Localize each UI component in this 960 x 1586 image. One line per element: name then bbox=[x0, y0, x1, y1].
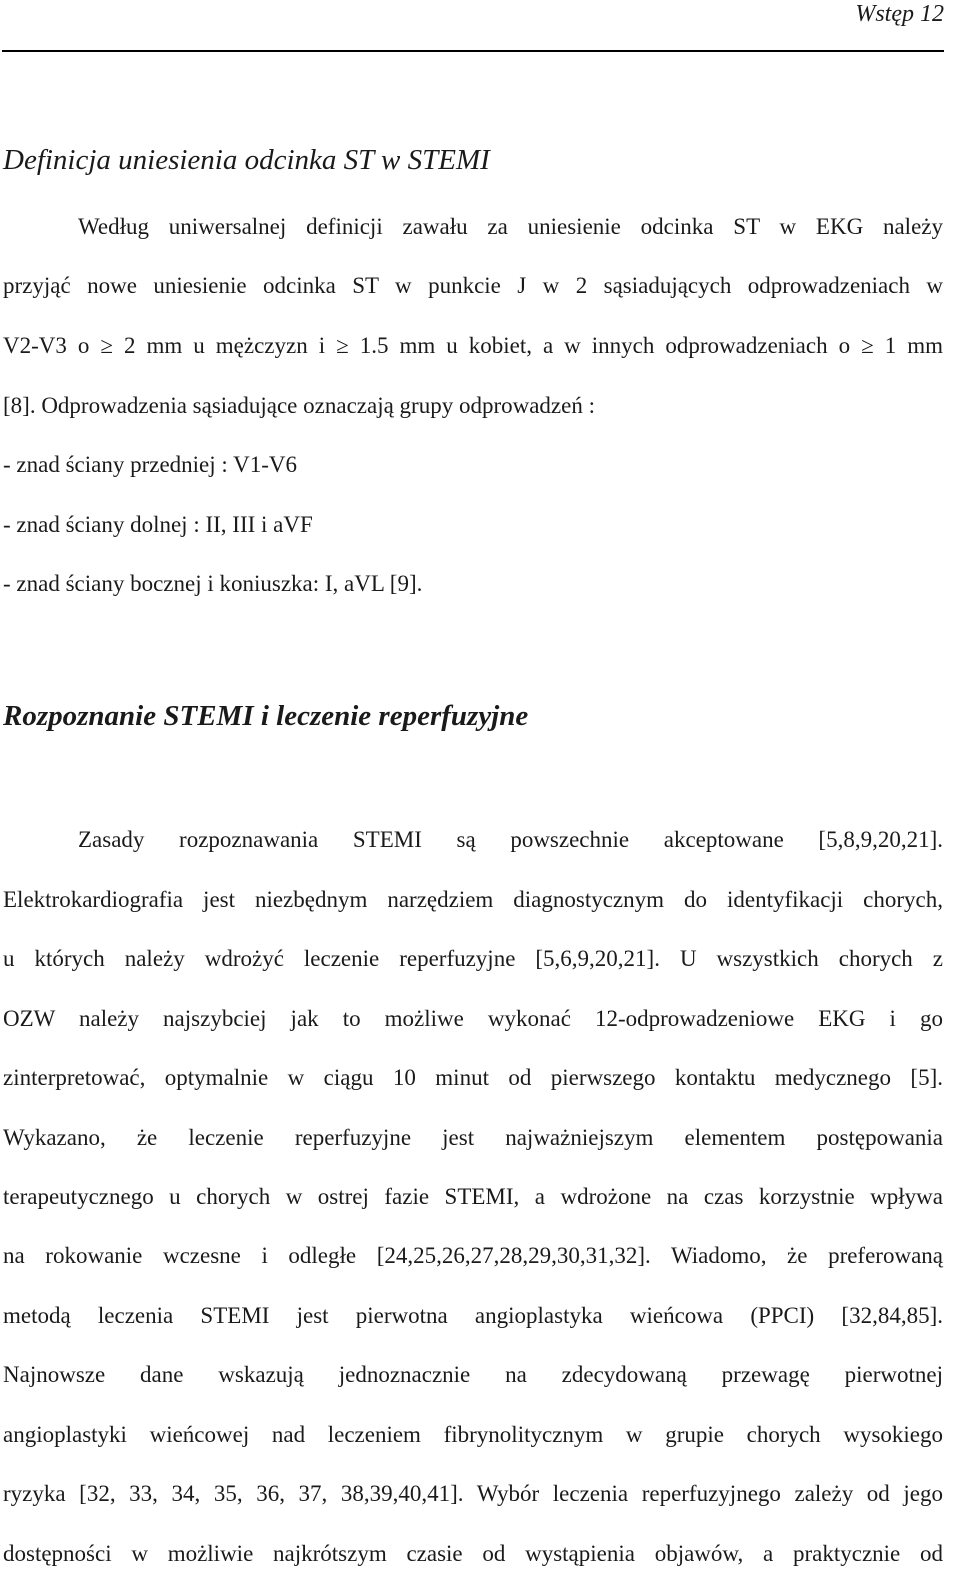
list-item: - znad ściany dolnej : II, III i aVF bbox=[3, 512, 313, 537]
paragraph-line: ryzyka [32, 33, 34, 35, 36, 37, 38,39,40,41]. Wybór leczenia reperfuzyjnego zależy od jego bbox=[3, 1481, 943, 1506]
paragraph-line: [8]. Odprowadzenia sąsiadujące oznaczają grupy odprowadzeń : bbox=[3, 393, 595, 418]
paragraph-line: angioplastyki wieńcowej nad leczeniem fibrynolitycznym w grupie chorych wysokiego bbox=[3, 1422, 943, 1447]
list-item: - znad ściany przedniej : V1-V6 bbox=[3, 452, 298, 477]
paragraph-line: zinterpretować, optymalnie w ciągu 10 minut od pierwszego kontaktu medycznego [5]. bbox=[3, 1065, 943, 1090]
paragraph-line: przyjąć nowe uniesienie odcinka ST w punkcie J w 2 sąsiadujących odprowadzeniach w bbox=[3, 273, 943, 298]
paragraph-line: Zasady rozpoznawania STEMI są powszechnie akceptowane [5,8,9,20,21]. bbox=[78, 827, 943, 852]
paragraph-line: na rokowanie wczesne i odległe [24,25,26,27,28,29,30,31,32]. Wiadomo, że preferowaną bbox=[3, 1243, 943, 1268]
paragraph-line: dostępności w możliwie najkrótszym czasie od wystąpienia objawów, a praktycznie od bbox=[3, 1541, 943, 1566]
paragraph-line: OZW należy najszybciej jak to możliwe wykonać 12-odprowadzeniowe EKG i go bbox=[3, 1006, 943, 1031]
list-item: - znad ściany bocznej i koniuszka: I, aVL [9]. bbox=[3, 571, 423, 596]
header-rule bbox=[2, 50, 944, 52]
running-header: Wstęp 12 bbox=[855, 1, 944, 27]
paragraph-line: terapeutycznego u chorych w ostrej fazie STEMI, a wdrożone na czas korzystnie wpływa bbox=[3, 1184, 943, 1209]
paragraph-line: Według uniwersalnej definicji zawału za uniesienie odcinka ST w EKG należy bbox=[78, 214, 943, 239]
paragraph-line: Najnowsze dane wskazują jednoznacznie na zdecydowaną przewagę pierwotnej bbox=[3, 1362, 943, 1387]
paragraph-line: u których należy wdrożyć leczenie reperfuzyjne [5,6,9,20,21]. U wszystkich chorych z bbox=[3, 946, 943, 971]
section-heading-diagnosis: Rozpoznanie STEMI i leczenie reperfuzyjne bbox=[3, 700, 529, 732]
section-heading-definition: Definicja uniesienia odcinka ST w STEMI bbox=[3, 144, 490, 176]
paragraph-line: metodą leczenia STEMI jest pierwotna angioplastyka wieńcowa (PPCI) [32,84,85]. bbox=[3, 1303, 943, 1328]
paragraph-line: Wykazano, że leczenie reperfuzyjne jest najważniejszym elementem postępowania bbox=[3, 1125, 943, 1150]
page-header bbox=[0, 0, 960, 56]
paragraph-line: Elektrokardiografia jest niezbędnym narzędziem diagnostycznym do identyfikacji chorych, bbox=[3, 887, 943, 912]
paragraph-line: V2-V3 o ≥ 2 mm u mężczyzn i ≥ 1.5 mm u kobiet, a w innych odprowadzeniach o ≥ 1 mm bbox=[3, 333, 943, 358]
